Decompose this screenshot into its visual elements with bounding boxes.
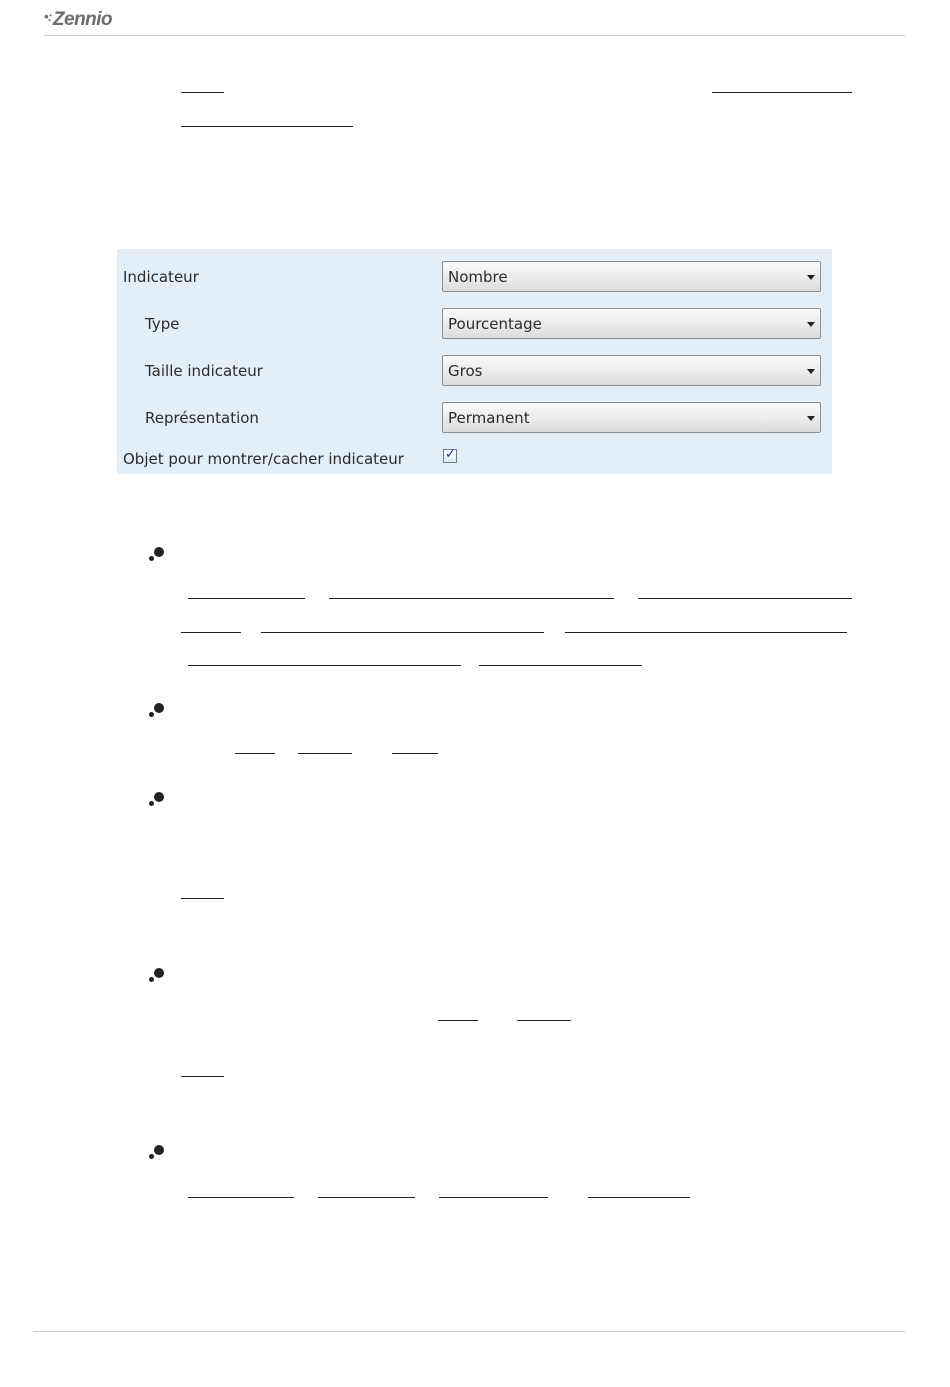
footer-rule [33, 1331, 905, 1332]
underline-mark [181, 632, 241, 633]
zennio-logo [44, 9, 112, 31]
checkmark-icon: ✓ [445, 447, 456, 462]
indicator-label: Indicateur [123, 268, 199, 286]
dropdown-arrow-icon [807, 275, 815, 280]
underline-mark [329, 598, 614, 599]
bullet-icon [149, 1144, 165, 1164]
logo-text: Zennio [52, 9, 113, 30]
representation-select[interactable] [442, 402, 821, 433]
underline-mark [439, 1197, 548, 1198]
underline-mark [392, 753, 438, 754]
bullet-icon [149, 702, 165, 722]
underline-mark [565, 632, 847, 633]
underline-mark [235, 753, 275, 754]
underline-mark [188, 665, 461, 666]
indicator-select-value: Nombre [448, 268, 508, 286]
underline-mark [298, 753, 352, 754]
underline-mark [188, 1197, 294, 1198]
underline-mark [181, 1076, 224, 1077]
show-hide-object-label: Objet pour montrer/cacher indicateur [123, 450, 404, 468]
dropdown-arrow-icon [807, 416, 815, 421]
type-label: Type [145, 315, 180, 333]
indicator-size-label: Taille indicateur [145, 362, 263, 380]
underline-mark [181, 898, 224, 899]
type-select[interactable] [442, 308, 821, 339]
dropdown-arrow-icon [807, 322, 815, 327]
underline-mark [438, 1020, 478, 1021]
underline-mark [712, 92, 852, 93]
underline-mark [188, 598, 305, 599]
parameter-panel [117, 249, 832, 474]
underline-mark [181, 126, 353, 127]
underline-mark [181, 92, 224, 93]
underline-mark [517, 1020, 571, 1021]
bullet-icon [149, 546, 165, 566]
bullet-icon [149, 967, 165, 987]
header-rule [44, 35, 905, 36]
indicator-size-select-value: Gros [448, 362, 483, 380]
type-select-value: Pourcentage [448, 315, 542, 333]
underline-mark [588, 1197, 690, 1198]
show-hide-object-checkbox[interactable] [443, 449, 457, 463]
underline-mark [261, 632, 544, 633]
representation-select-value: Permanent [448, 409, 530, 427]
underline-mark [479, 665, 642, 666]
dropdown-arrow-icon [807, 369, 815, 374]
bullet-icon [149, 791, 165, 811]
underline-mark [638, 598, 852, 599]
representation-label: Représentation [145, 409, 259, 427]
underline-mark [318, 1197, 415, 1198]
logo-mark: •: [44, 9, 52, 24]
indicator-size-select[interactable] [442, 355, 821, 386]
indicator-select[interactable] [442, 261, 821, 292]
